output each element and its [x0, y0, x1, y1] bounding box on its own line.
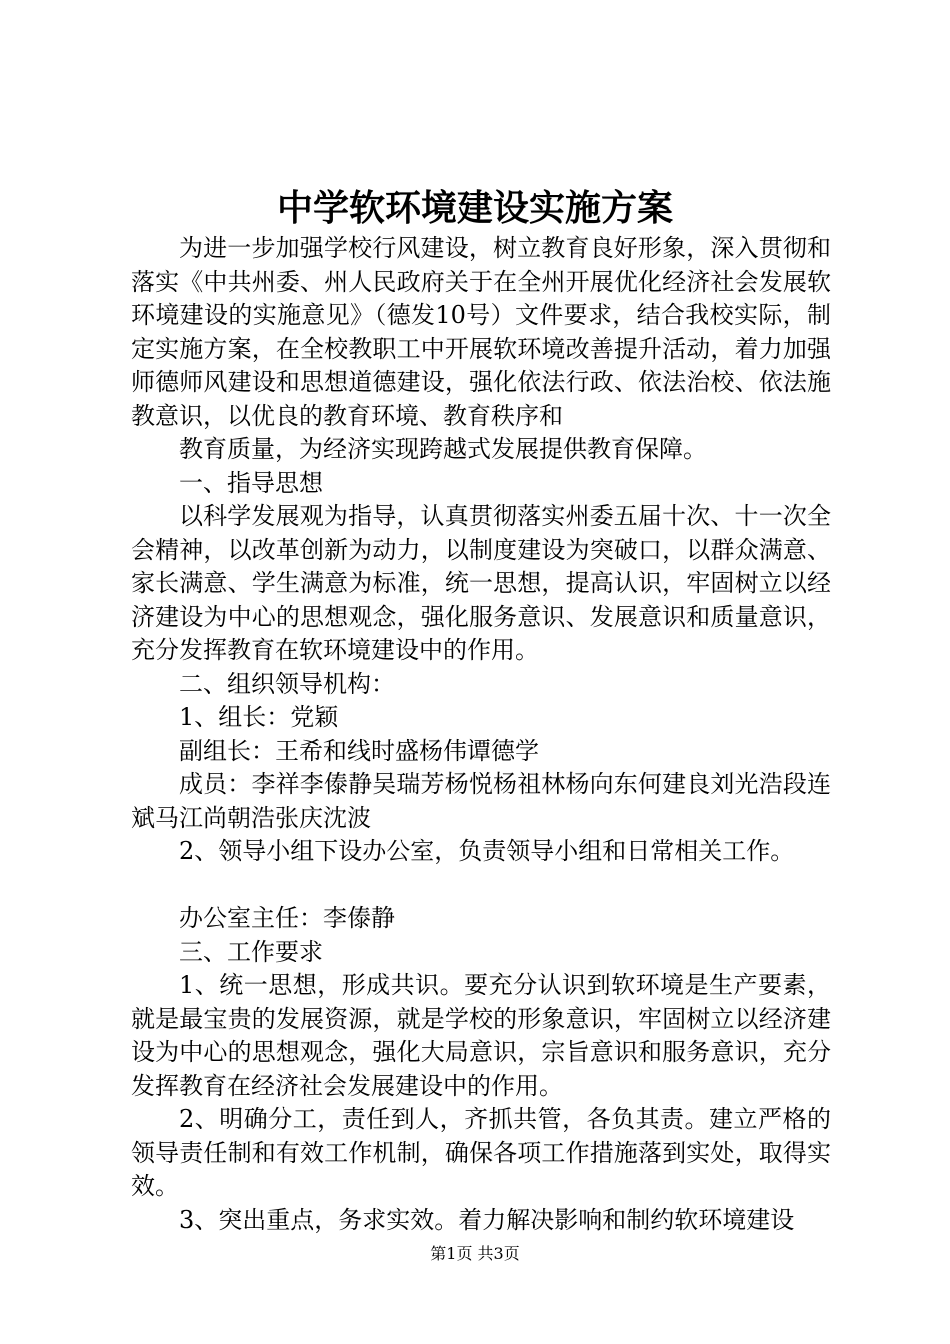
paragraph-group-leader: 1、组长：党颖: [179, 703, 339, 731]
paragraph-intro-continued: 教育质量，为经济实现跨越式发展提供教育保障。: [179, 435, 707, 463]
paragraph-guiding-ideology: 以科学发展观为指导，认真贯彻落实州委五届十次、十一次全会精神，以改革创新为动力，以制度建设为突破口，以群众满意、家长满意、学生满意为标准，统一思想，提高认识，牢固树立以经济建设为中心的思想观念，强化服务意识、发展意识和质量意识，充分发挥教育在软环境建设中的作用。: [131, 502, 831, 664]
heading-leadership: 二、组织领导机构：: [179, 669, 395, 698]
page-footer: 第1页 共3页: [430, 1244, 520, 1263]
paragraph-office: 2、领导小组下设办公室，负责领导小组和日常相关工作。: [179, 837, 795, 865]
paragraph-deputy-leaders: 副组长：王希和线时盛杨伟谭德学: [179, 736, 539, 765]
paragraph-intro: 为进一步加强学校行风建设，树立教育良好形象，深入贯彻和落实《中共州委、州人民政府关于在全州开展优化经济社会发展软环境建设的实施意见》（德发10号）文件要求，结合我校实际，制定实施方案，在全校教职工中开展软环境改善提升活动，着力加强师德师风建设和思想道德建设，强化依法行政、依法治校、依法施教意识，以优良的教育环境、教育秩序和: [131, 234, 831, 430]
blank-line: [131, 869, 831, 903]
document-title: 中学软环境建设实施方案: [276, 187, 673, 229]
heading-guiding-ideology: 一、指导思想: [179, 468, 323, 497]
document-body: [131, 232, 831, 1237]
paragraph-requirement-2: 2、明确分工，责任到人，齐抓共管，各负其责。建立严格的领导责任制和有效工作机制，确保各项工作措施落到实处，取得实效。: [131, 1105, 831, 1200]
paragraph-requirement-1: 1、统一思想，形成共识。要充分认识到软环境是生产要素，就是最宝贵的发展资源，就是学校的形象意识，牢固树立以经济建设为中心的思想观念，强化大局意识，宗旨意识和服务意识，充分发挥教育在经济社会发展建设中的作用。: [131, 971, 831, 1100]
paragraph-members: 成员：李祥李傣静吴瑞芳杨悦杨祖林杨向东何建良刘光浩段连斌马江尚朝浩张庆沈波: [131, 770, 831, 832]
heading-work-requirements: 三、工作要求: [179, 937, 323, 966]
paragraph-office-director: 办公室主任：李傣静: [179, 904, 395, 932]
paragraph-requirement-3: 3、突出重点，务求实效。着力解决影响和制约软环境建设: [179, 1205, 795, 1234]
